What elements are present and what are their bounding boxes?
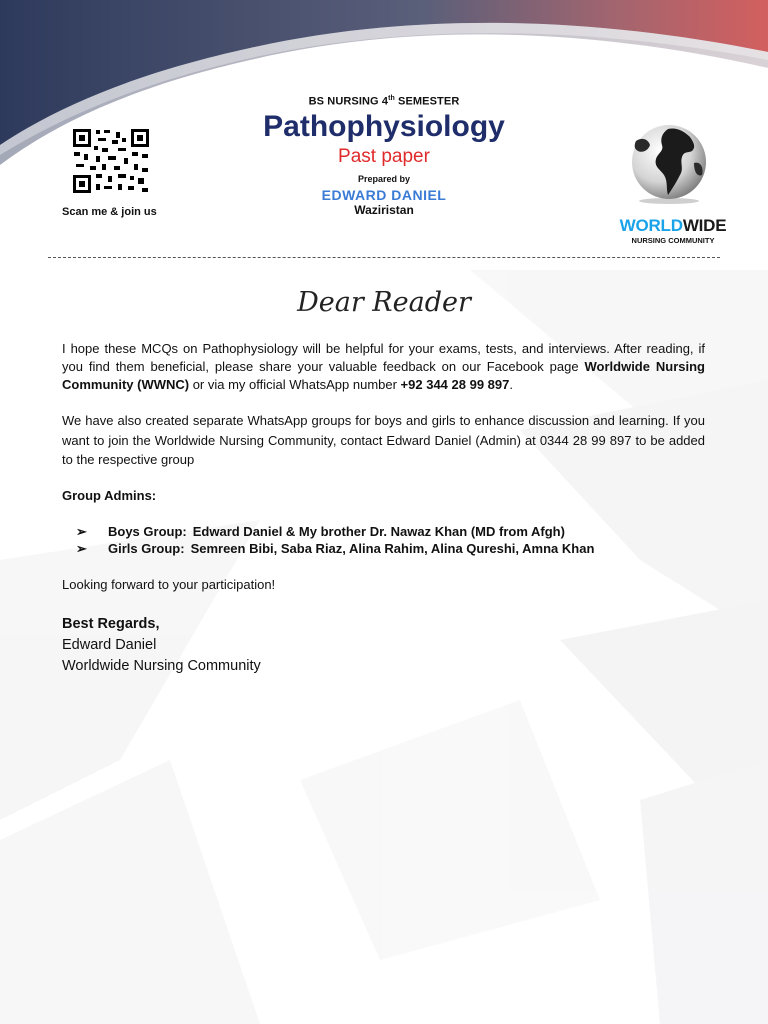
group-admins-list	[76, 523, 705, 557]
brand-name: WORLDWIDE	[619, 216, 727, 235]
greeting-heading: Dear Reader	[297, 287, 471, 318]
group-admins-heading: Group Admins:	[62, 487, 157, 503]
signature-name: Edward Daniel	[62, 636, 157, 653]
qr-caption: Scan me & join us	[62, 206, 157, 218]
signature-block	[62, 614, 705, 677]
paragraph-intro: I hope these MCQs on Pathophysiology will be helpful for your exams, tests, and interviews. After reading, if you find them beneficial, please share your valuable feedback on our Facebook page Worldwide Nursing Community (WWNC) or via my official WhatsApp number +92 344 28 99 897.	[62, 341, 705, 392]
semester-line: BS NURSING 4th SEMESTER	[308, 95, 460, 108]
header-divider	[48, 257, 720, 258]
arrow-bullet-icon: ➢	[76, 523, 87, 539]
brand-subtitle: NURSING COMMUNITY	[631, 236, 715, 245]
author-name: EDWARD DANIEL	[321, 186, 447, 203]
prepared-by-label: Prepared by	[357, 173, 411, 184]
list-item: ➢ Boys Group: Edward Daniel & My brother Dr. Nawaz Khan (MD from Afgh)	[76, 523, 565, 539]
regards-label: Best Regards,	[62, 615, 160, 632]
brand-logo	[614, 216, 732, 245]
list-item: ➢ Girls Group: Semreen Bibi, Saba Riaz, Alina Rahim, Alina Qureshi, Amna Khan	[76, 540, 595, 556]
arrow-bullet-icon: ➢	[76, 540, 87, 556]
globe-icon	[624, 123, 714, 205]
facebook-page-name: Worldwide Nursing Community (WWNC)	[62, 359, 705, 392]
document-header	[214, 95, 554, 217]
page-subtitle: Past paper	[338, 145, 430, 167]
letter-body	[62, 340, 705, 677]
page-title: Pathophysiology	[263, 109, 505, 143]
qr-code-icon	[72, 128, 150, 194]
paragraph-groups: We have also created separate WhatsApp groups for boys and girls to enhance discussion and learning. If you want to join the Worldwide Nursing Community, contact Edward Daniel (Admin) at 0344 28 99 897 to be added to the respective group	[62, 413, 705, 467]
author-location: Waziristan	[354, 202, 414, 217]
signature-organization: Worldwide Nursing Community	[62, 657, 261, 674]
whatsapp-number: +92 344 28 99 897	[400, 377, 510, 392]
closing-line: Looking forward to your participation!	[62, 576, 276, 592]
